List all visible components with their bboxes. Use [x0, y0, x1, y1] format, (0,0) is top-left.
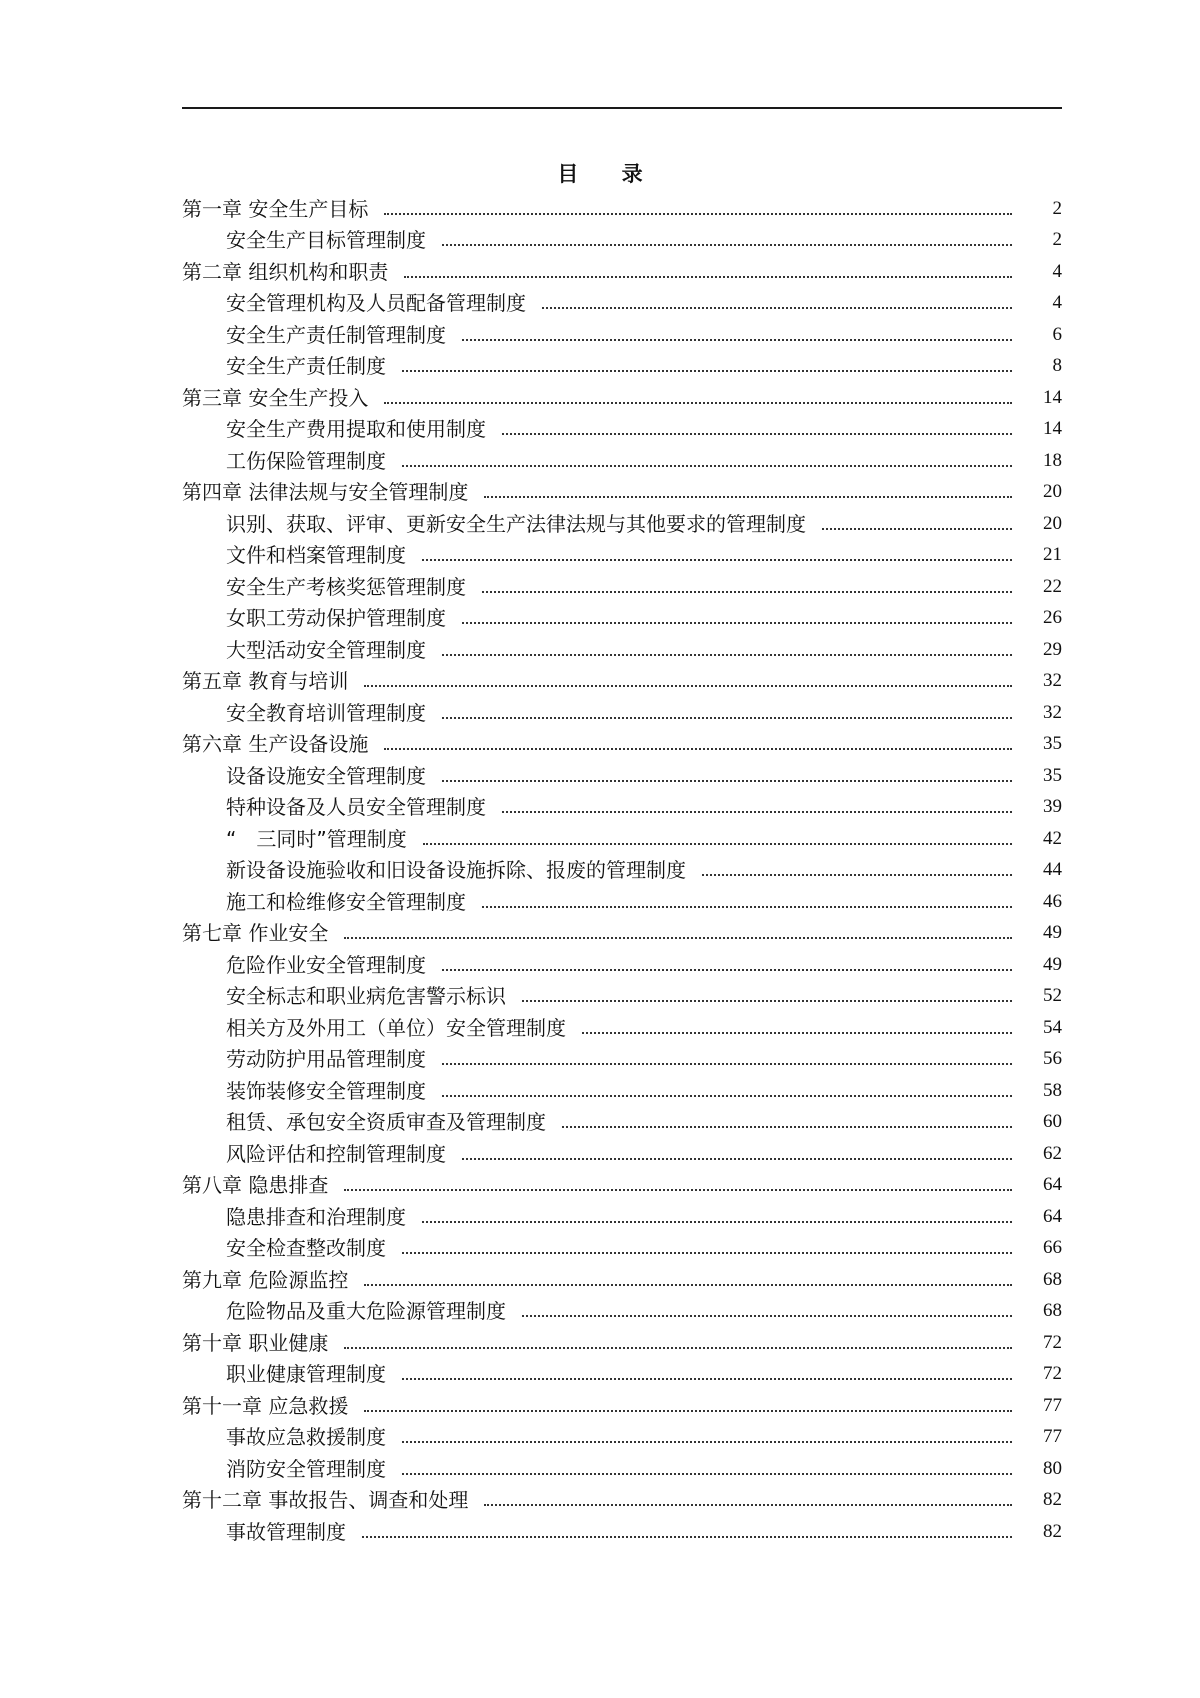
toc-page-number: 20 — [1043, 481, 1062, 502]
toc-section-entry[interactable] — [182, 883, 1062, 915]
toc-section-entry[interactable] — [182, 1041, 1062, 1073]
dot-leader — [502, 811, 1012, 813]
dot-leader — [462, 1158, 1012, 1160]
toc-chapter-entry[interactable] — [182, 253, 1062, 285]
toc-section-entry[interactable] — [182, 946, 1062, 978]
toc-chapter-entry[interactable] — [182, 726, 1062, 758]
dot-leader — [344, 1189, 1012, 1191]
dot-leader — [402, 465, 1012, 467]
toc-page-number: 29 — [1043, 638, 1062, 660]
dot-leader — [423, 843, 1012, 845]
toc-page-number: 49 — [1043, 922, 1062, 943]
toc-chapter-entry[interactable] — [182, 1482, 1062, 1514]
toc-chapter-entry[interactable] — [182, 1324, 1062, 1356]
toc-page-number: 4 — [1052, 292, 1062, 313]
toc-entry-title: 第一章 安全生产目标 — [182, 196, 369, 221]
toc-section-entry[interactable] — [182, 348, 1062, 380]
dot-leader — [582, 1032, 1012, 1034]
toc-entry-title: 危险物品及重大危险源管理制度 — [226, 1299, 506, 1323]
toc-section-entry[interactable] — [182, 222, 1062, 254]
dot-leader — [542, 307, 1012, 309]
dot-leader — [562, 1126, 1012, 1128]
toc-entry-title: 事故应急救援制度 — [226, 1425, 386, 1449]
toc-chapter-entry[interactable] — [182, 915, 1062, 947]
toc-page-number: 66 — [1043, 1237, 1062, 1258]
toc-chapter-entry[interactable] — [182, 474, 1062, 506]
toc-entry-title: 租赁、承包安全资质审查及管理制度 — [226, 1110, 546, 1134]
dot-leader — [402, 1252, 1012, 1254]
toc-page-number: 2 — [1052, 197, 1062, 219]
dot-leader — [384, 402, 1012, 404]
toc-page-number: 62 — [1043, 1142, 1062, 1164]
dot-leader — [442, 780, 1012, 782]
toc-page-number: 35 — [1043, 733, 1062, 754]
toc-page-number: 39 — [1043, 796, 1062, 817]
header-rule — [182, 107, 1062, 109]
dot-leader — [344, 937, 1012, 939]
toc-entry-title: 隐患排查和治理制度 — [226, 1204, 406, 1229]
toc-page-number: 54 — [1043, 1016, 1062, 1038]
toc-page-number: 6 — [1052, 323, 1062, 345]
toc-entry-title: 第四章 法律法规与安全管理制度 — [182, 480, 469, 504]
toc-section-entry[interactable] — [182, 1135, 1062, 1167]
toc-entry-title: 第十章 职业健康 — [182, 1330, 329, 1355]
toc-entry-title: 安全管理机构及人员配备管理制度 — [226, 291, 526, 315]
dot-leader — [462, 339, 1012, 341]
dot-leader — [442, 654, 1012, 656]
toc-entry-title: 女职工劳动保护管理制度 — [226, 606, 446, 630]
dot-leader — [442, 1063, 1012, 1065]
toc-page-number: 8 — [1052, 355, 1062, 376]
toc-section-entry[interactable] — [182, 1419, 1062, 1451]
toc-section-entry[interactable] — [182, 537, 1062, 569]
toc-page-number: 14 — [1043, 386, 1062, 408]
dot-leader — [482, 591, 1012, 593]
dot-leader — [502, 433, 1012, 435]
toc-entry-title: 第九章 危险源监控 — [182, 1267, 349, 1292]
dot-leader — [422, 1221, 1012, 1223]
toc-entry-title: 安全生产费用提取和使用制度 — [226, 417, 486, 441]
dot-leader — [364, 1410, 1012, 1412]
toc-page-number: 42 — [1043, 827, 1062, 849]
toc-entry-title: 设备设施安全管理制度 — [226, 763, 426, 788]
dot-leader — [442, 1095, 1012, 1097]
toc-section-entry[interactable] — [182, 411, 1062, 443]
toc-chapter-entry[interactable] — [182, 663, 1062, 695]
dot-leader — [522, 1315, 1012, 1317]
dot-leader — [822, 528, 1012, 530]
dot-leader — [344, 1347, 1012, 1349]
dot-leader — [384, 748, 1012, 750]
toc-entry-title: 安全标志和职业病危害警示标识 — [226, 984, 506, 1008]
toc-page-number: 56 — [1043, 1048, 1062, 1069]
toc-entry-title: 第十二章 事故报告、调查和处理 — [182, 1488, 469, 1512]
toc-entry-title: 新设备设施验收和旧设备设施拆除、报废的管理制度 — [226, 858, 686, 882]
toc-section-entry[interactable] — [182, 1450, 1062, 1482]
toc-entry-title: 事故管理制度 — [226, 1519, 346, 1544]
toc-page-number: 64 — [1043, 1174, 1062, 1195]
toc-title: 目 录 — [557, 162, 661, 186]
toc-entry-title: 第十一章 应急救援 — [182, 1393, 349, 1418]
toc-section-entry[interactable] — [182, 1009, 1062, 1041]
toc-page-number: 77 — [1043, 1394, 1062, 1416]
dot-leader — [402, 1473, 1012, 1475]
dot-leader — [362, 1536, 1012, 1538]
toc-chapter-entry[interactable] — [182, 1387, 1062, 1419]
toc-section-entry[interactable] — [182, 600, 1062, 632]
toc-page-number: 4 — [1052, 260, 1062, 282]
toc-section-entry[interactable] — [182, 316, 1062, 348]
toc-entry-title: 职业健康管理制度 — [226, 1362, 386, 1386]
dot-leader — [484, 1504, 1012, 1506]
toc-section-entry[interactable] — [182, 1072, 1062, 1104]
toc-entry-title: 风险评估和控制管理制度 — [226, 1141, 446, 1166]
toc-entry-title: 第七章 作业安全 — [182, 921, 329, 945]
toc-entry-title: 施工和检维修安全管理制度 — [226, 889, 466, 914]
toc-page-number: 35 — [1043, 764, 1062, 786]
toc-page-number: 2 — [1052, 229, 1062, 250]
toc-page-number: 72 — [1043, 1331, 1062, 1353]
toc-entry-title: 第八章 隐患排查 — [182, 1173, 329, 1197]
toc-chapter-entry[interactable] — [182, 1261, 1062, 1293]
toc-page-number: 20 — [1043, 512, 1062, 534]
toc-page-number: 18 — [1043, 449, 1062, 471]
dot-leader — [442, 969, 1012, 971]
dot-leader — [702, 874, 1012, 876]
toc-page-number: 52 — [1043, 985, 1062, 1006]
toc-chapter-entry[interactable] — [182, 1167, 1062, 1199]
toc-chapter-entry[interactable] — [182, 190, 1062, 222]
dot-leader — [364, 685, 1012, 687]
toc-entry-title: 识别、获取、评审、更新安全生产法律法规与其他要求的管理制度 — [226, 511, 806, 536]
toc-page-number: 80 — [1043, 1457, 1062, 1479]
toc-section-entry[interactable] — [182, 1293, 1062, 1325]
toc-entry-title: “ 三同时”管理制度 — [226, 826, 407, 851]
dot-leader — [402, 370, 1012, 372]
toc-page-number: 82 — [1043, 1489, 1062, 1510]
toc-list — [182, 190, 1062, 1545]
dot-leader — [364, 1284, 1012, 1286]
toc-entry-title: 工伤保险管理制度 — [226, 448, 386, 473]
dot-leader — [422, 559, 1012, 561]
dot-leader — [402, 1378, 1012, 1380]
toc-page-number: 32 — [1043, 670, 1062, 691]
toc-page-number: 26 — [1043, 607, 1062, 628]
toc-section-entry[interactable] — [182, 1513, 1062, 1545]
toc-entry-title: 第六章 生产设备设施 — [182, 732, 369, 756]
toc-section-entry[interactable] — [182, 1104, 1062, 1136]
dot-leader — [462, 622, 1012, 624]
toc-page-number: 64 — [1043, 1205, 1062, 1227]
toc-section-entry[interactable] — [182, 285, 1062, 317]
dot-leader — [384, 213, 1012, 215]
toc-entry-title: 第五章 教育与培训 — [182, 669, 349, 693]
toc-section-entry[interactable] — [182, 978, 1062, 1010]
toc-entry-title: 文件和档案管理制度 — [226, 543, 406, 567]
toc-page-number: 32 — [1043, 701, 1062, 723]
toc-section-entry[interactable] — [182, 1230, 1062, 1262]
dot-leader — [522, 1000, 1012, 1002]
toc-entry-title: 相关方及外用工（单位）安全管理制度 — [226, 1015, 566, 1040]
toc-entry-title: 安全生产目标管理制度 — [226, 228, 426, 252]
toc-page-number: 44 — [1043, 859, 1062, 880]
toc-entry-title: 安全生产责任制度 — [226, 354, 386, 378]
toc-page-number: 72 — [1043, 1363, 1062, 1384]
dot-leader — [402, 1441, 1012, 1443]
toc-section-entry[interactable] — [182, 757, 1062, 789]
toc-entry-title: 装饰装修安全管理制度 — [226, 1078, 426, 1103]
toc-chapter-entry[interactable] — [182, 379, 1062, 411]
dot-leader — [482, 906, 1012, 908]
toc-section-entry[interactable] — [182, 1356, 1062, 1388]
toc-entry-title: 安全生产责任制管理制度 — [226, 322, 446, 347]
dot-leader — [442, 717, 1012, 719]
toc-section-entry[interactable] — [182, 694, 1062, 726]
toc-page-number: 58 — [1043, 1079, 1062, 1101]
toc-section-entry[interactable] — [182, 820, 1062, 852]
toc-section-entry[interactable] — [182, 568, 1062, 600]
toc-entry-title: 大型活动安全管理制度 — [226, 637, 426, 662]
toc-page-number: 22 — [1043, 575, 1062, 597]
toc-section-entry[interactable] — [182, 1198, 1062, 1230]
toc-page-number: 46 — [1043, 890, 1062, 912]
toc-entry-title: 危险作业安全管理制度 — [226, 952, 426, 977]
toc-section-entry[interactable] — [182, 442, 1062, 474]
toc-entry-title: 劳动防护用品管理制度 — [226, 1047, 426, 1071]
dot-leader — [484, 496, 1012, 498]
toc-page-number: 60 — [1043, 1111, 1062, 1132]
toc-entry-title: 消防安全管理制度 — [226, 1456, 386, 1481]
toc-entry-title: 第二章 组织机构和职责 — [182, 259, 389, 284]
dot-leader — [442, 244, 1012, 246]
toc-page-number: 49 — [1043, 953, 1062, 975]
toc-entry-title: 第三章 安全生产投入 — [182, 385, 369, 410]
toc-page-number: 77 — [1043, 1426, 1062, 1447]
toc-page-number: 68 — [1043, 1300, 1062, 1321]
toc-section-entry[interactable] — [182, 631, 1062, 663]
toc-section-entry[interactable] — [182, 505, 1062, 537]
toc-page-number: 21 — [1043, 544, 1062, 565]
toc-entry-title: 安全教育培训管理制度 — [226, 700, 426, 725]
toc-entry-title: 安全生产考核奖惩管理制度 — [226, 574, 466, 599]
toc-section-entry[interactable] — [182, 852, 1062, 884]
toc-entry-title: 特种设备及人员安全管理制度 — [226, 795, 486, 819]
toc-entry-title: 安全检查整改制度 — [226, 1236, 386, 1260]
toc-page-number: 68 — [1043, 1268, 1062, 1290]
toc-section-entry[interactable] — [182, 789, 1062, 821]
toc-page-number: 82 — [1043, 1520, 1062, 1542]
toc-page-number: 14 — [1043, 418, 1062, 439]
dot-leader — [404, 276, 1012, 278]
